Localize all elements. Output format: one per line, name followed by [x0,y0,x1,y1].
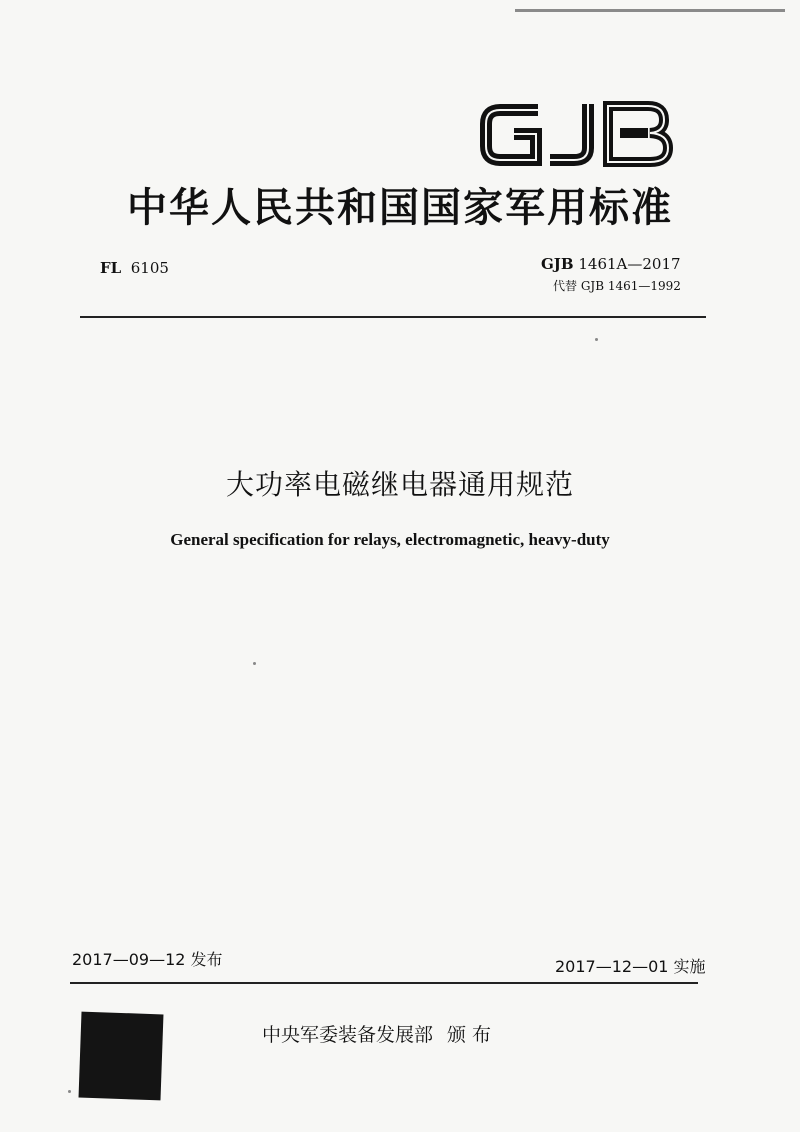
classification-code [100,259,169,277]
org-title: 中华人民共和国国家军用标准 [127,185,673,231]
scan-speck [68,1090,71,1093]
standard-prefix: GJB [541,255,574,273]
classification-number: 6105 [130,259,169,277]
issuer-name: 中央军委装备发展部 [262,1024,434,1046]
issue-date: 2017—09—12 发布 [72,950,223,969]
header-divider [80,316,706,318]
footer-divider [70,982,698,984]
classification-prefix: FL [100,259,122,277]
scan-speck [253,662,256,665]
standard-number [541,255,681,273]
issuing-authority [262,1020,491,1047]
scan-stamp-mark [79,1012,164,1101]
implementation-date: 2017—12—01 实施 [555,957,706,976]
gjb-logo [478,98,678,170]
standard-code: 1461A—2017 [578,255,681,273]
document-title-english: General specification for relays, electromagnetic, heavy-duty [170,530,610,549]
issuer-action: 颁 布 [447,1024,492,1046]
scan-edge-line [515,9,785,12]
document-title-chinese: 大功率电磁继电器通用规范 [225,468,574,501]
replaces-standard: 代替 GJB 1461—1992 [553,279,681,293]
scan-speck [595,338,598,341]
